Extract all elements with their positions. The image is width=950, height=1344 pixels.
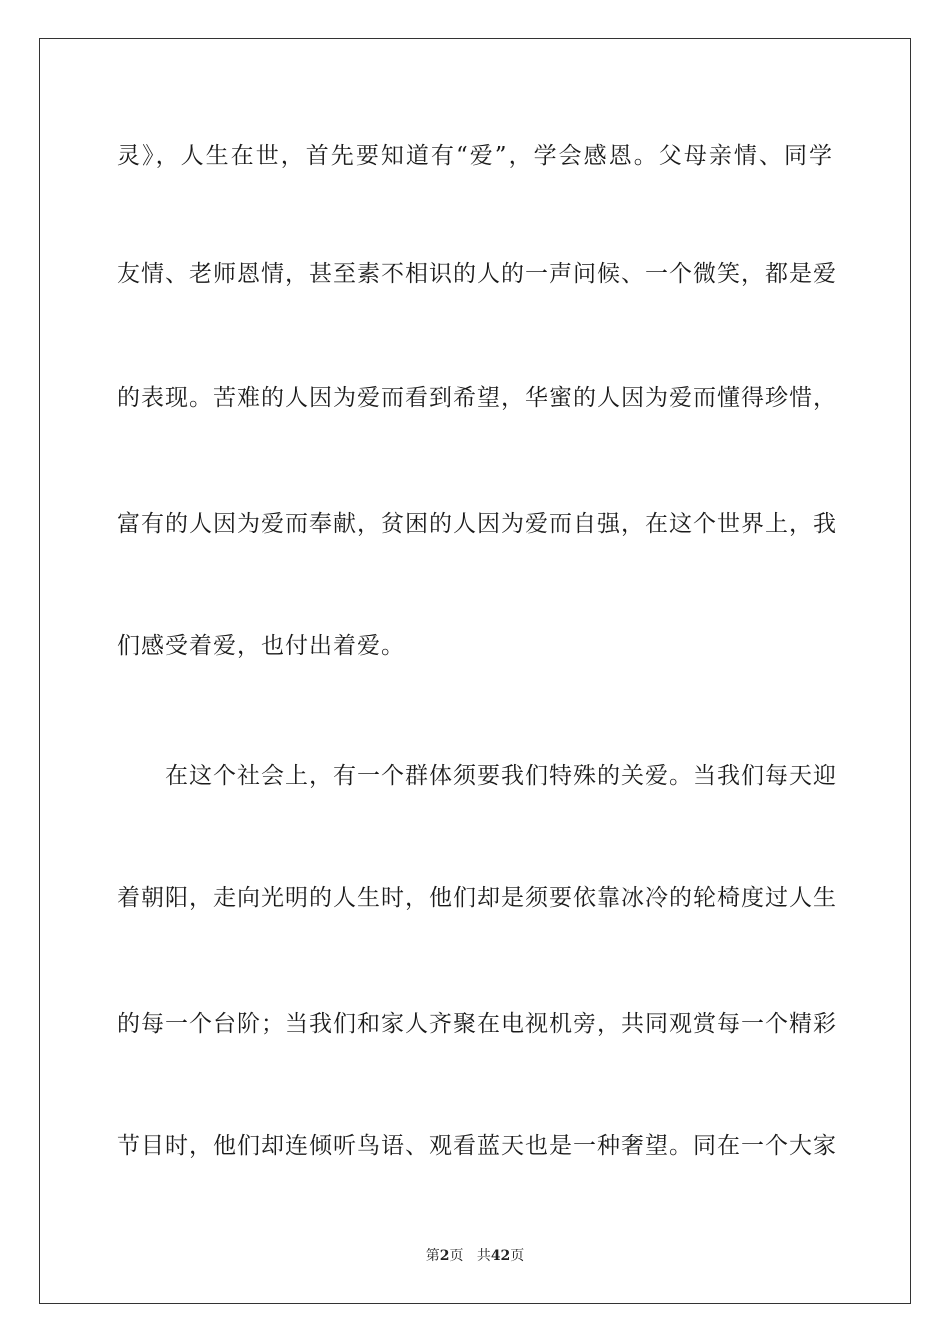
text-line-6: 在这个社会上，有一个群体须要我们特殊的关爱。当我们每天迎 — [165, 763, 837, 789]
text-line-3: 的表现。苦难的人因为爱而看到希望，华蜜的人因为爱而懂得珍惜， — [117, 385, 837, 411]
total-prefix: 共 — [476, 1248, 491, 1264]
page-number: 2 — [439, 1248, 450, 1264]
text-line-9: 节目时，他们却连倾听鸟语、观看蓝天也是一种奢望。同在一个大家 — [117, 1133, 837, 1159]
text-line-8: 的每一个台阶；当我们和家人齐聚在电视机旁，共同观赏每一个精彩 — [117, 1011, 837, 1037]
text-line-5: 们感受着爱，也付出着爱。 — [117, 633, 405, 659]
text-line-1: 灵》，人生在世，首先要知道有“爱”，学会感恩。父母亲情、同学 — [117, 143, 833, 169]
page-border — [39, 38, 911, 1304]
total-suffix: 页 — [510, 1248, 525, 1264]
page-prefix: 第 — [425, 1248, 440, 1264]
text-line-4: 富有的人因为爱而奉献，贫困的人因为爱而自强，在这个世界上，我 — [117, 511, 837, 537]
page-suffix: 页 — [449, 1248, 464, 1264]
text-line-2: 友情、老师恩情，甚至素不相识的人的一声问候、一个微笑，都是爱 — [117, 261, 837, 287]
page-footer — [0, 1246, 950, 1266]
total-pages: 42 — [490, 1248, 511, 1264]
text-line-7: 着朝阳，走向光明的人生时，他们却是须要依靠冰冷的轮椅度过人生 — [117, 885, 837, 911]
